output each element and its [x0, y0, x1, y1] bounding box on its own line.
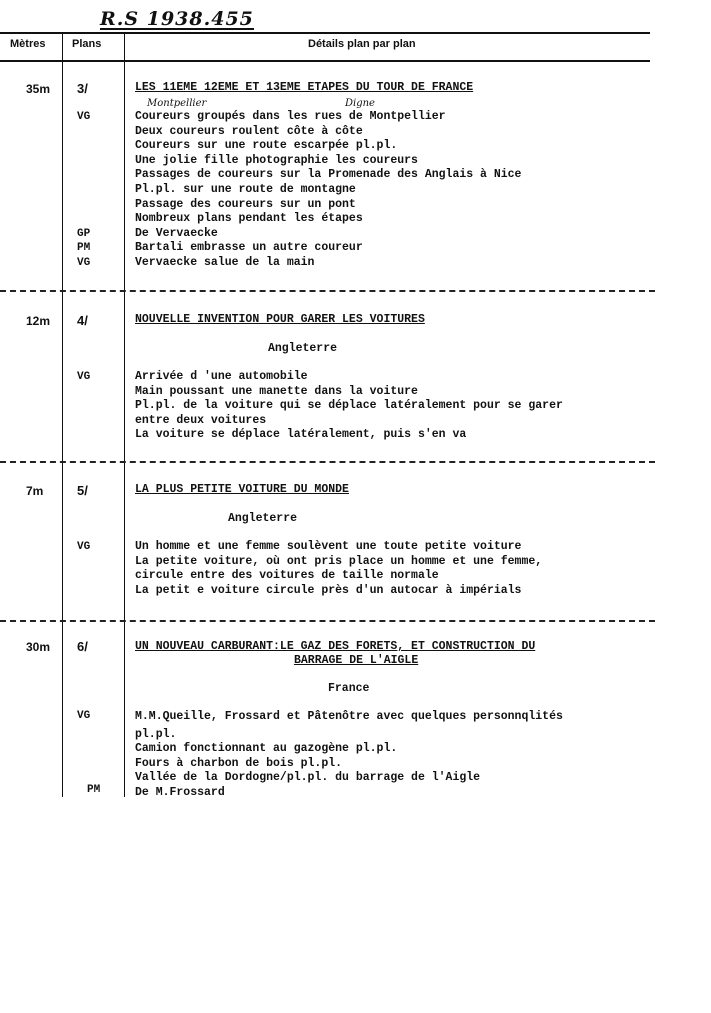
- section-1-line: Coureurs sur une route escarpée pl.pl.: [135, 139, 398, 153]
- section-4-title-line1: UN NOUVEAU CARBURANT:LE GAZ DES FORETS, ET CONSTRUCTION DU: [135, 640, 536, 653]
- header-plans: Plans: [72, 38, 102, 50]
- section-1-line: Nombreux plans pendant les étapes: [135, 212, 363, 226]
- header-details: Détails plan par plan: [308, 38, 416, 50]
- header-metres: Mètres: [10, 38, 46, 50]
- section-1-title: LES 11EME 12EME ET 13EME ETAPES DU TOUR DE FRANCE: [135, 81, 474, 94]
- section-1-line: Deux coureurs roulent côte à côte: [135, 124, 363, 138]
- section-3-lines: [135, 540, 542, 598]
- section-1-plan: 3/: [77, 81, 88, 96]
- section-1-line: Coureurs groupés dans les rues de Montpellier: [135, 110, 446, 123]
- handwritten-reference: R.S 1938.455: [100, 8, 254, 30]
- section-3-line: circule entre des voitures de taille normale: [135, 569, 439, 583]
- section-2-plan: 4/: [77, 313, 88, 328]
- section-3-code-vg: VG: [77, 541, 91, 553]
- section-1-line: De Vervaecke: [135, 226, 218, 240]
- column-divider-2: [124, 32, 125, 797]
- section-2-code-vg: VG: [77, 371, 91, 383]
- column-divider-1: [62, 32, 63, 797]
- section-4-country: France: [328, 682, 370, 695]
- section-1-annotation-left: Montpellier: [147, 98, 207, 109]
- section-divider-1: [0, 290, 655, 292]
- section-2-line: Arrivée d 'une automobile: [135, 370, 308, 383]
- section-4-metres: 30m: [26, 640, 51, 654]
- section-2-line: Main poussant une manette dans la voiture: [135, 384, 418, 398]
- section-3-line: La petit e voiture circule près d'un autocar à impérials: [135, 583, 522, 597]
- section-3-metres: 7m: [26, 484, 44, 498]
- section-1-line: Passage des coureurs sur un pont: [135, 197, 356, 211]
- section-3-line: La petite voiture, où ont pris place un homme et une femme,: [135, 554, 543, 568]
- section-1-line: Une jolie fille photographie les coureurs: [135, 153, 418, 167]
- section-4-line: M.M.Queille, Frossard et Pâtenôtre avec quelques personnqlités: [135, 710, 563, 723]
- section-4-line: De M.Frossard: [135, 785, 225, 799]
- section-4-line: Camion fonctionnant au gazogène pl.pl.: [135, 742, 398, 756]
- section-2-metres: 12m: [26, 314, 51, 328]
- section-2-line: Pl.pl. de la voiture qui se déplace latéralement pour se garer: [135, 399, 563, 413]
- section-4-lines: [135, 710, 563, 801]
- section-1-code-vg2: VG: [77, 257, 91, 269]
- section-1-lines: [135, 110, 521, 271]
- section-4-code-pm: PM: [87, 784, 101, 796]
- section-1-code-gp: GP: [77, 228, 91, 240]
- section-1-metres: 35m: [26, 82, 51, 96]
- section-3-title: LA PLUS PETITE VOITURE DU MONDE: [135, 483, 349, 496]
- section-4-plan: 6/: [77, 639, 88, 654]
- section-divider-3: [0, 620, 655, 622]
- section-1-code-pm: PM: [77, 242, 91, 254]
- section-2-title: NOUVELLE INVENTION POUR GARER LES VOITURES: [135, 313, 425, 326]
- section-3-plan: 5/: [77, 483, 88, 498]
- section-1-annotation-right: Digne: [345, 98, 375, 109]
- section-1-line: Vervaecke salue de la main: [135, 255, 315, 269]
- header-bottom-rule: [0, 60, 650, 62]
- header-top-rule: [0, 32, 650, 34]
- section-4-line: Fours à charbon de bois pl.pl.: [135, 756, 343, 770]
- section-2-line: La voiture se déplace latéralement, puis s'en va: [135, 428, 467, 442]
- section-divider-2: [0, 461, 655, 463]
- section-1-line: Pl.pl. sur une route de montagne: [135, 182, 356, 196]
- section-2-line: entre deux voitures: [135, 413, 267, 427]
- section-2-country: Angleterre: [268, 342, 338, 355]
- section-4-line: Vallée de la Dordogne/pl.pl. du barrage de l'Aigle: [135, 771, 481, 785]
- section-3-country: Angleterre: [228, 512, 298, 525]
- section-2-lines: [135, 370, 563, 443]
- section-4-code-vg: VG: [77, 710, 91, 722]
- section-3-line: Un homme et une femme soulèvent une toute petite voiture: [135, 540, 522, 553]
- section-1-code-vg: VG: [77, 111, 91, 123]
- section-4-title-line2: BARRAGE DE L'AIGLE: [294, 654, 419, 667]
- section-1-line: Passages de coureurs sur la Promenade des Anglais à Nice: [135, 168, 522, 182]
- section-4-line: pl.pl.: [135, 727, 177, 741]
- section-1-line: Bartali embrasse un autre coureur: [135, 241, 363, 255]
